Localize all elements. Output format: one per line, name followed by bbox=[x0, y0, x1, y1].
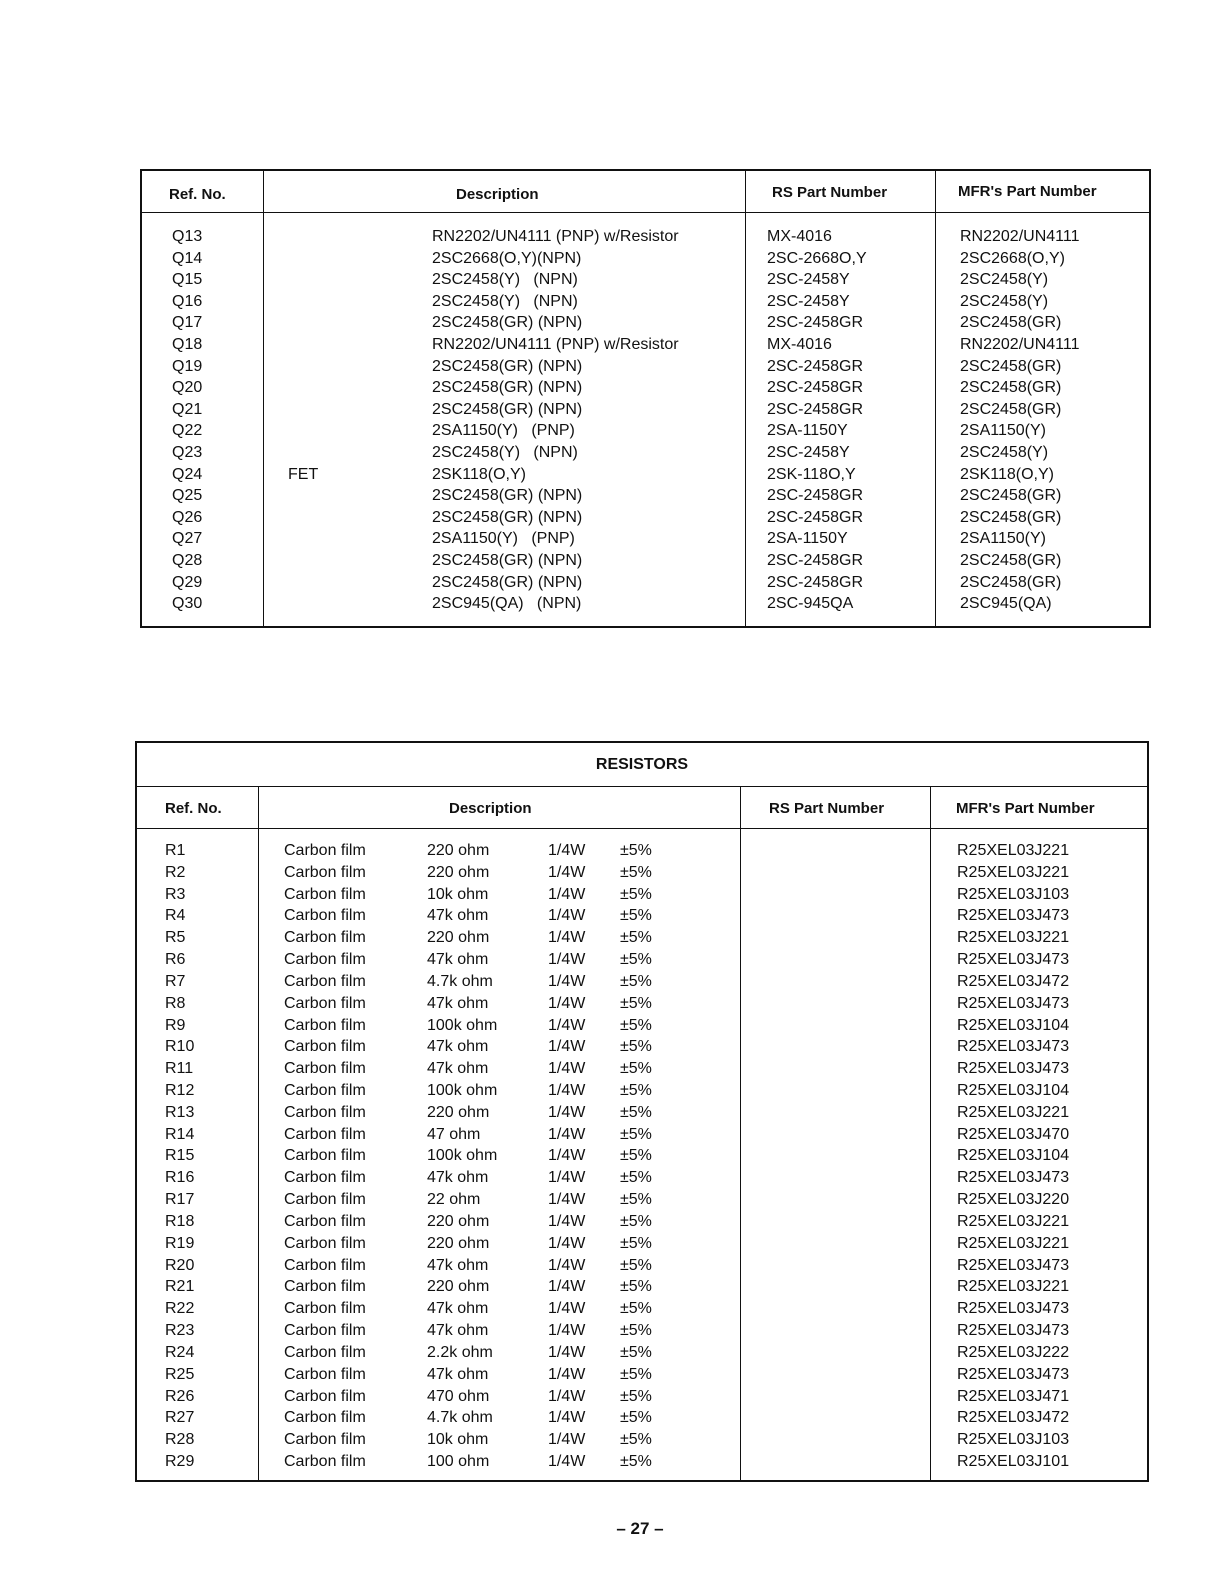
value-cell: 47k ohm bbox=[427, 951, 489, 969]
wattage-cell: 1/4W bbox=[548, 929, 586, 947]
ref-no-cell: Q21 bbox=[172, 400, 203, 418]
ref-no-cell: R15 bbox=[165, 1147, 195, 1165]
type-cell: Carbon film bbox=[284, 1060, 366, 1078]
ref-no-cell: R11 bbox=[165, 1060, 194, 1078]
wattage-cell: 1/4W bbox=[548, 1409, 586, 1427]
rs-part-cell: 2SC-2458Y bbox=[767, 292, 850, 310]
value-cell: 47k ohm bbox=[427, 1300, 489, 1318]
type-cell: Carbon film bbox=[284, 1103, 366, 1121]
value-cell: 47k ohm bbox=[427, 994, 489, 1012]
tolerance-cell: ±5% bbox=[620, 1300, 652, 1318]
value-cell: 47k ohm bbox=[427, 1365, 489, 1383]
transistors-table bbox=[140, 169, 1151, 628]
mfr-part-cell: R25XEL03J221 bbox=[957, 1234, 1070, 1252]
description-cell: 2SC2458(Y) (NPN) bbox=[432, 444, 578, 461]
wattage-cell: 1/4W bbox=[548, 1452, 586, 1470]
value-cell: 100 ohm bbox=[427, 1452, 490, 1470]
mfr-part-cell: 2SC2458(GR) bbox=[960, 552, 1062, 569]
value-cell: 47k ohm bbox=[427, 1322, 489, 1340]
mfr-part-cell: 2SC2668(O,Y) bbox=[960, 249, 1065, 267]
description-cell: 2SC2458(GR) (NPN) bbox=[432, 552, 583, 569]
value-cell: 22 ohm bbox=[427, 1191, 481, 1209]
tolerance-cell: ±5% bbox=[620, 1016, 652, 1034]
ref-no-cell: R22 bbox=[165, 1300, 195, 1318]
tolerance-cell: ±5% bbox=[620, 1387, 652, 1405]
value-cell: 47k ohm bbox=[427, 1038, 489, 1056]
description-cell: 2SC945(QA) (NPN) bbox=[432, 595, 582, 613]
ref-no-cell: Q23 bbox=[172, 444, 203, 461]
mfr-part-cell: R25XEL03J101 bbox=[957, 1452, 1070, 1470]
rs-part-cell: 2SC-2458Y bbox=[767, 444, 850, 461]
ref-no-cell: R7 bbox=[165, 972, 186, 990]
ref-no-cell: R23 bbox=[165, 1322, 195, 1340]
description-cell: RN2202/UN4111 (PNP) w/Resistor bbox=[432, 228, 679, 245]
description-cell: 2SC2458(GR) (NPN) bbox=[432, 573, 583, 591]
wattage-cell: 1/4W bbox=[548, 994, 586, 1012]
tolerance-cell: ±5% bbox=[620, 1431, 652, 1449]
rs-part-cell: 2SC-2458GR bbox=[767, 508, 864, 526]
type-cell: Carbon film bbox=[284, 951, 366, 969]
mfr-part-cell: R25XEL03J473 bbox=[957, 907, 1070, 925]
column-divider bbox=[258, 786, 259, 1480]
column-divider bbox=[263, 171, 264, 626]
rs-part-cell: 2SK-118O,Y bbox=[767, 465, 856, 483]
value-cell: 220 ohm bbox=[427, 1234, 490, 1252]
ref-no-cell: R17 bbox=[165, 1191, 195, 1209]
ref-no-cell: R6 bbox=[165, 951, 186, 969]
mfr-part-cell: R25XEL03J104 bbox=[957, 1147, 1070, 1165]
value-cell: 100k ohm bbox=[427, 1082, 498, 1100]
type-cell: Carbon film bbox=[284, 1038, 366, 1056]
rs-part-cell: 2SC-2458GR bbox=[767, 487, 864, 505]
rs-part-cell: 2SA-1150Y bbox=[767, 422, 848, 440]
type-cell: Carbon film bbox=[284, 1169, 366, 1187]
wattage-cell: 1/4W bbox=[548, 1082, 586, 1100]
ref-no-cell: Q24 bbox=[172, 465, 203, 483]
mfr-part-cell: R25XEL03J473 bbox=[957, 994, 1070, 1012]
ref-no-cell: Q22 bbox=[172, 422, 203, 440]
tolerance-cell: ±5% bbox=[620, 1060, 652, 1078]
type-cell: Carbon film bbox=[284, 1365, 366, 1383]
ref-no-cell: R8 bbox=[165, 994, 186, 1012]
resistors-table bbox=[135, 741, 1149, 1482]
ref-no-cell: Q27 bbox=[172, 530, 203, 548]
header-description: Description bbox=[456, 186, 539, 203]
column-divider bbox=[745, 171, 746, 626]
description-cell: 2SC2458(GR) (NPN) bbox=[432, 357, 583, 375]
type-cell: Carbon film bbox=[284, 907, 366, 925]
tolerance-cell: ±5% bbox=[620, 1038, 652, 1056]
value-cell: 470 ohm bbox=[427, 1387, 490, 1405]
mfr-part-cell: 2SC2458(GR) bbox=[960, 357, 1062, 375]
mfr-part-cell: 2SC945(QA) bbox=[960, 595, 1052, 613]
tolerance-cell: ±5% bbox=[620, 1365, 652, 1383]
tolerance-cell: ±5% bbox=[620, 1322, 652, 1340]
type-cell: Carbon film bbox=[284, 842, 366, 859]
tolerance-cell: ±5% bbox=[620, 951, 652, 969]
value-cell: 220 ohm bbox=[427, 1103, 490, 1121]
description-cell: RN2202/UN4111 (PNP) w/Resistor bbox=[432, 336, 679, 353]
ref-no-cell: R19 bbox=[165, 1234, 195, 1252]
mfr-part-cell: R25XEL03J221 bbox=[957, 1278, 1070, 1296]
type-cell: Carbon film bbox=[284, 1016, 366, 1034]
mfr-part-cell: RN2202/UN4111 bbox=[960, 336, 1080, 353]
tolerance-cell: ±5% bbox=[620, 1212, 652, 1230]
rs-part-cell: 2SC-2458GR bbox=[767, 314, 864, 332]
description-cell: 2SC2458(GR) (NPN) bbox=[432, 400, 583, 418]
mfr-part-cell: R25XEL03J221 bbox=[957, 842, 1070, 859]
ref-no-cell: R5 bbox=[165, 929, 186, 947]
wattage-cell: 1/4W bbox=[548, 1365, 586, 1383]
tolerance-cell: ±5% bbox=[620, 907, 652, 925]
header-mfr-part-number: MFR's Part Number bbox=[958, 183, 1097, 200]
wattage-cell: 1/4W bbox=[548, 1212, 586, 1230]
mfr-part-cell: R25XEL03J220 bbox=[957, 1191, 1070, 1209]
mfr-part-cell: R25XEL03J104 bbox=[957, 1082, 1070, 1100]
header-divider bbox=[142, 212, 1149, 213]
mfr-part-cell: R25XEL03J221 bbox=[957, 1212, 1070, 1230]
wattage-cell: 1/4W bbox=[548, 972, 586, 990]
column-divider bbox=[930, 786, 931, 1480]
mfr-part-cell: R25XEL03J103 bbox=[957, 885, 1070, 903]
value-cell: 220 ohm bbox=[427, 929, 490, 947]
type-cell: Carbon film bbox=[284, 863, 366, 881]
wattage-cell: 1/4W bbox=[548, 1147, 586, 1165]
ref-no-cell: R26 bbox=[165, 1387, 195, 1405]
tolerance-cell: ±5% bbox=[620, 1191, 652, 1209]
tolerance-cell: ±5% bbox=[620, 929, 652, 947]
ref-no-cell: Q17 bbox=[172, 314, 203, 332]
value-cell: 4.7k ohm bbox=[427, 972, 493, 990]
type-cell: Carbon film bbox=[284, 1409, 366, 1427]
tolerance-cell: ±5% bbox=[620, 1147, 652, 1165]
description-cell: 2SC2668(O,Y)(NPN) bbox=[432, 249, 582, 267]
rs-part-cell: 2SC-2458Y bbox=[767, 271, 850, 289]
tolerance-cell: ±5% bbox=[620, 1234, 652, 1252]
wattage-cell: 1/4W bbox=[548, 907, 586, 925]
type-cell: Carbon film bbox=[284, 1125, 366, 1143]
type-cell: Carbon film bbox=[284, 1300, 366, 1318]
rs-part-cell: 2SC-2458GR bbox=[767, 552, 864, 569]
wattage-cell: 1/4W bbox=[548, 1343, 586, 1361]
type-cell: Carbon film bbox=[284, 1452, 366, 1470]
mfr-part-cell: R25XEL03J473 bbox=[957, 951, 1070, 969]
page-number: – 27 – bbox=[616, 1519, 664, 1538]
type-cell: Carbon film bbox=[284, 1191, 366, 1209]
rs-part-cell: MX-4016 bbox=[767, 228, 832, 245]
type-cell: Carbon film bbox=[284, 1234, 366, 1252]
ref-no-cell: R27 bbox=[165, 1409, 195, 1427]
tolerance-cell: ±5% bbox=[620, 1343, 652, 1361]
table-title: RESISTORS bbox=[595, 756, 689, 773]
value-cell: 2.2k ohm bbox=[427, 1343, 493, 1361]
mfr-part-cell: 2SC2458(GR) bbox=[960, 400, 1062, 418]
mfr-part-cell: R25XEL03J473 bbox=[957, 1169, 1070, 1187]
ref-no-cell: Q18 bbox=[172, 336, 203, 353]
ref-no-cell: R4 bbox=[165, 907, 186, 925]
ref-no-cell: R16 bbox=[165, 1169, 195, 1187]
mfr-part-cell: 2SC2458(Y) bbox=[960, 444, 1049, 461]
value-cell: 47k ohm bbox=[427, 1060, 489, 1078]
mfr-part-cell: R25XEL03J473 bbox=[957, 1256, 1070, 1274]
ref-no-cell: R13 bbox=[165, 1103, 195, 1121]
tolerance-cell: ±5% bbox=[620, 885, 652, 903]
rs-part-cell: 2SC-945QA bbox=[767, 595, 854, 613]
description-cell: 2SA1150(Y) (PNP) bbox=[432, 422, 575, 440]
type-cell: Carbon film bbox=[284, 1278, 366, 1296]
wattage-cell: 1/4W bbox=[548, 1169, 586, 1187]
ref-no-cell: Q26 bbox=[172, 508, 203, 526]
type-cell: FET bbox=[288, 465, 319, 483]
mfr-part-cell: 2SC2458(Y) bbox=[960, 271, 1049, 289]
type-cell: Carbon film bbox=[284, 1212, 366, 1230]
ref-no-cell: Q29 bbox=[172, 573, 203, 591]
value-cell: 100k ohm bbox=[427, 1147, 498, 1165]
mfr-part-cell: R25XEL03J472 bbox=[957, 1409, 1070, 1427]
tolerance-cell: ±5% bbox=[620, 994, 652, 1012]
description-cell: 2SK118(O,Y) bbox=[432, 465, 526, 483]
mfr-part-cell: 2SC2458(GR) bbox=[960, 379, 1062, 397]
mfr-part-cell: R25XEL03J103 bbox=[957, 1431, 1070, 1449]
header-ref-no: Ref. No. bbox=[169, 186, 226, 203]
wattage-cell: 1/4W bbox=[548, 951, 586, 969]
description-cell: 2SC2458(Y) (NPN) bbox=[432, 292, 578, 310]
rs-part-cell: 2SC-2458GR bbox=[767, 379, 864, 397]
mfr-part-cell: 2SA1150(Y) bbox=[960, 422, 1046, 440]
wattage-cell: 1/4W bbox=[548, 1322, 586, 1340]
description-cell: 2SC2458(GR) (NPN) bbox=[432, 487, 583, 505]
type-cell: Carbon film bbox=[284, 929, 366, 947]
type-cell: Carbon film bbox=[284, 972, 366, 990]
ref-no-cell: Q19 bbox=[172, 357, 203, 375]
value-cell: 10k ohm bbox=[427, 1431, 489, 1449]
mfr-part-cell: 2SC2458(Y) bbox=[960, 292, 1049, 310]
ref-no-cell: Q28 bbox=[172, 552, 203, 569]
value-cell: 220 ohm bbox=[427, 1278, 490, 1296]
tolerance-cell: ±5% bbox=[620, 1082, 652, 1100]
ref-no-cell: R20 bbox=[165, 1256, 195, 1274]
ref-no-cell: R24 bbox=[165, 1343, 195, 1361]
mfr-part-cell: R25XEL03J470 bbox=[957, 1125, 1070, 1143]
header-divider bbox=[137, 828, 1147, 829]
ref-no-cell: R10 bbox=[165, 1038, 195, 1056]
mfr-part-cell: 2SK118(O,Y) bbox=[960, 465, 1054, 483]
wattage-cell: 1/4W bbox=[548, 1060, 586, 1078]
ref-no-cell: R2 bbox=[165, 863, 186, 881]
ref-no-cell: Q15 bbox=[172, 271, 203, 289]
wattage-cell: 1/4W bbox=[548, 1431, 586, 1449]
type-cell: Carbon film bbox=[284, 1322, 366, 1340]
ref-no-cell: Q16 bbox=[172, 292, 203, 310]
tolerance-cell: ±5% bbox=[620, 1278, 652, 1296]
rs-part-cell: 2SC-2458GR bbox=[767, 400, 864, 418]
mfr-part-cell: R25XEL03J222 bbox=[957, 1343, 1070, 1361]
tolerance-cell: ±5% bbox=[620, 863, 652, 881]
description-cell: 2SC2458(GR) (NPN) bbox=[432, 314, 583, 332]
type-cell: Carbon film bbox=[284, 1387, 366, 1405]
tolerance-cell: ±5% bbox=[620, 1256, 652, 1274]
value-cell: 4.7k ohm bbox=[427, 1409, 493, 1427]
mfr-part-cell: R25XEL03J104 bbox=[957, 1016, 1070, 1034]
tolerance-cell: ±5% bbox=[620, 1409, 652, 1427]
column-divider bbox=[740, 786, 741, 1480]
mfr-part-cell: R25XEL03J221 bbox=[957, 929, 1070, 947]
type-cell: Carbon film bbox=[284, 1256, 366, 1274]
tolerance-cell: ±5% bbox=[620, 1169, 652, 1187]
mfr-part-cell: 2SC2458(GR) bbox=[960, 487, 1062, 505]
wattage-cell: 1/4W bbox=[548, 1387, 586, 1405]
mfr-part-cell: R25XEL03J473 bbox=[957, 1060, 1070, 1078]
rs-part-cell: 2SC-2458GR bbox=[767, 573, 864, 591]
value-cell: 47k ohm bbox=[427, 1169, 489, 1187]
mfr-part-cell: R25XEL03J472 bbox=[957, 972, 1070, 990]
tolerance-cell: ±5% bbox=[620, 1125, 652, 1143]
tolerance-cell: ±5% bbox=[620, 1103, 652, 1121]
tolerance-cell: ±5% bbox=[620, 1452, 652, 1470]
ref-no-cell: R28 bbox=[165, 1431, 195, 1449]
ref-no-cell: R29 bbox=[165, 1452, 195, 1470]
header-mfr-part-number: MFR's Part Number bbox=[956, 800, 1095, 817]
mfr-part-cell: R25XEL03J473 bbox=[957, 1365, 1070, 1383]
mfr-part-cell: 2SA1150(Y) bbox=[960, 530, 1046, 548]
ref-no-cell: Q13 bbox=[172, 228, 203, 245]
value-cell: 47k ohm bbox=[427, 1256, 489, 1274]
wattage-cell: 1/4W bbox=[548, 1125, 586, 1143]
ref-no-cell: Q14 bbox=[172, 249, 203, 267]
wattage-cell: 1/4W bbox=[548, 1300, 586, 1318]
wattage-cell: 1/4W bbox=[548, 1103, 586, 1121]
tolerance-cell: ±5% bbox=[620, 842, 652, 859]
ref-no-cell: R3 bbox=[165, 885, 186, 903]
ref-no-cell: R25 bbox=[165, 1365, 195, 1383]
mfr-part-cell: R25XEL03J471 bbox=[957, 1387, 1070, 1405]
mfr-part-cell: R25XEL03J221 bbox=[957, 1103, 1070, 1121]
header-description: Description bbox=[449, 800, 532, 817]
value-cell: 100k ohm bbox=[427, 1016, 498, 1034]
header-rs-part-number: RS Part Number bbox=[769, 800, 885, 817]
type-cell: Carbon film bbox=[284, 1147, 366, 1165]
wattage-cell: 1/4W bbox=[548, 1016, 586, 1034]
type-cell: Carbon film bbox=[284, 1343, 366, 1361]
type-cell: Carbon film bbox=[284, 1082, 366, 1100]
value-cell: 10k ohm bbox=[427, 885, 489, 903]
mfr-part-cell: 2SC2458(GR) bbox=[960, 314, 1062, 332]
ref-no-cell: R1 bbox=[165, 842, 186, 859]
ref-no-cell: R18 bbox=[165, 1212, 195, 1230]
value-cell: 47k ohm bbox=[427, 907, 489, 925]
wattage-cell: 1/4W bbox=[548, 885, 586, 903]
mfr-part-cell: R25XEL03J221 bbox=[957, 863, 1070, 881]
mfr-part-cell: 2SC2458(GR) bbox=[960, 508, 1062, 526]
ref-no-cell: R12 bbox=[165, 1082, 195, 1100]
rs-part-cell: 2SC-2458GR bbox=[767, 357, 864, 375]
value-cell: 220 ohm bbox=[427, 863, 490, 881]
tolerance-cell: ±5% bbox=[620, 972, 652, 990]
value-cell: 220 ohm bbox=[427, 842, 490, 859]
mfr-part-cell: 2SC2458(GR) bbox=[960, 573, 1062, 591]
rs-part-cell: MX-4016 bbox=[767, 336, 832, 353]
description-cell: 2SA1150(Y) (PNP) bbox=[432, 530, 575, 548]
mfr-part-cell: R25XEL03J473 bbox=[957, 1038, 1070, 1056]
rs-part-cell: 2SC-2668O,Y bbox=[767, 249, 867, 267]
title-divider bbox=[137, 786, 1147, 787]
ref-no-cell: Q30 bbox=[172, 595, 203, 613]
type-cell: Carbon film bbox=[284, 994, 366, 1012]
description-cell: 2SC2458(Y) (NPN) bbox=[432, 271, 578, 289]
mfr-part-cell: RN2202/UN4111 bbox=[960, 228, 1080, 245]
column-divider bbox=[935, 171, 936, 626]
mfr-part-cell: R25XEL03J473 bbox=[957, 1322, 1070, 1340]
wattage-cell: 1/4W bbox=[548, 842, 586, 859]
wattage-cell: 1/4W bbox=[548, 1234, 586, 1252]
wattage-cell: 1/4W bbox=[548, 1278, 586, 1296]
description-cell: 2SC2458(GR) (NPN) bbox=[432, 379, 583, 397]
value-cell: 220 ohm bbox=[427, 1212, 490, 1230]
mfr-part-cell: R25XEL03J473 bbox=[957, 1300, 1070, 1318]
description-cell: 2SC2458(GR) (NPN) bbox=[432, 508, 583, 526]
type-cell: Carbon film bbox=[284, 1431, 366, 1449]
type-cell: Carbon film bbox=[284, 885, 366, 903]
value-cell: 47 ohm bbox=[427, 1125, 481, 1143]
wattage-cell: 1/4W bbox=[548, 1256, 586, 1274]
ref-no-cell: R21 bbox=[165, 1278, 195, 1296]
ref-no-cell: Q25 bbox=[172, 487, 203, 505]
wattage-cell: 1/4W bbox=[548, 863, 586, 881]
header-ref-no: Ref. No. bbox=[165, 800, 222, 817]
rs-part-cell: 2SA-1150Y bbox=[767, 530, 848, 548]
header-rs-part-number: RS Part Number bbox=[772, 184, 888, 201]
wattage-cell: 1/4W bbox=[548, 1191, 586, 1209]
ref-no-cell: R9 bbox=[165, 1016, 186, 1034]
wattage-cell: 1/4W bbox=[548, 1038, 586, 1056]
ref-no-cell: R14 bbox=[165, 1125, 195, 1143]
ref-no-cell: Q20 bbox=[172, 379, 203, 397]
